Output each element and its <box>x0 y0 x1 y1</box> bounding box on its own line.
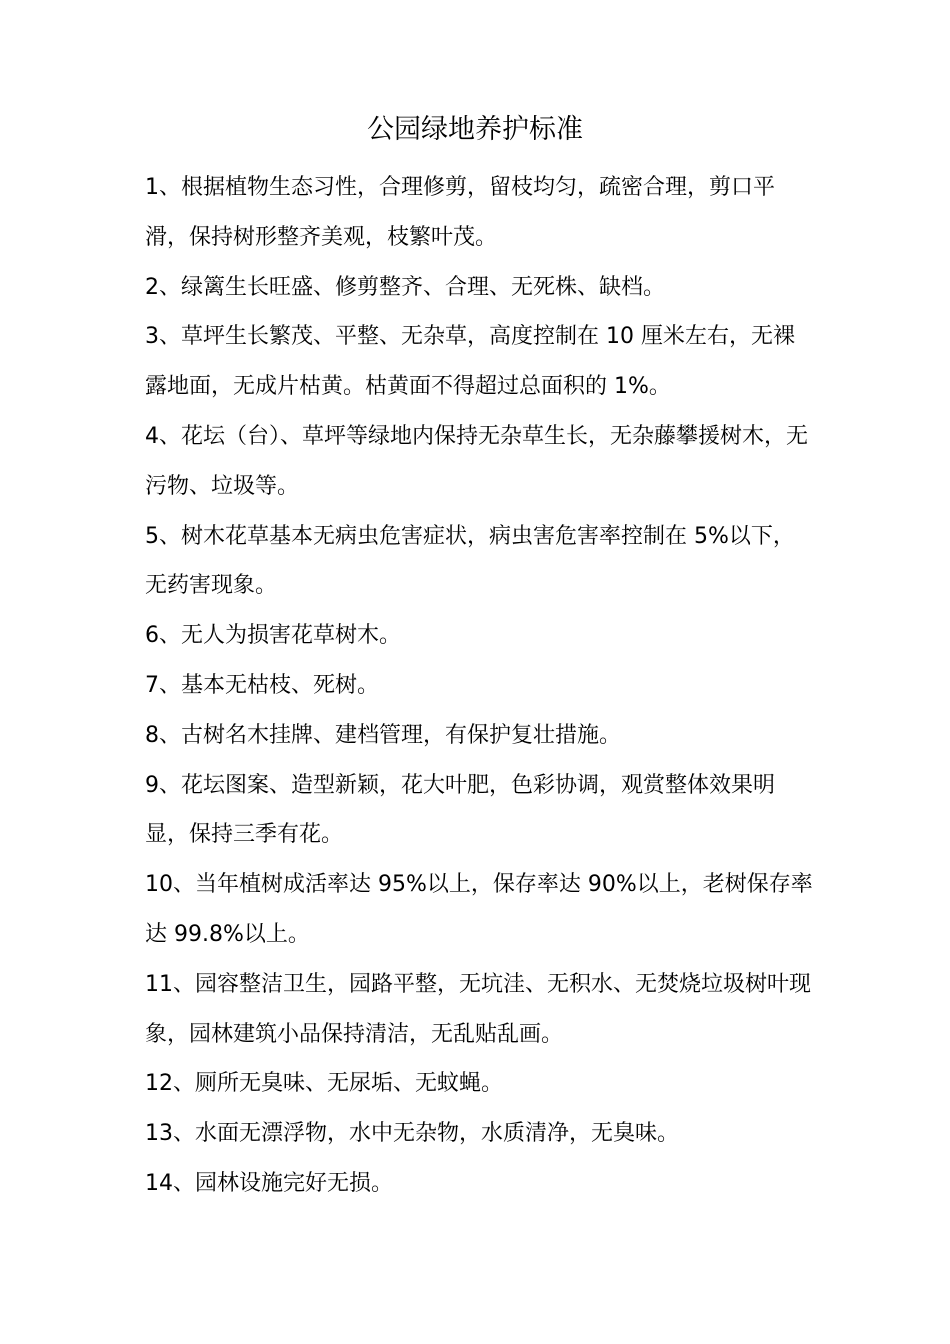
standard-item-5: 5、树木花草基本无病虫危害症状，病虫害危害率控制在 5%以下，无药害现象。 <box>145 523 795 599</box>
standard-item-2: 2、绿篱生长旺盛、修剪整齐、合理、无死株、缺档。 <box>145 274 665 300</box>
standards-list <box>145 163 815 1209</box>
standard-item-6: 6、无人为损害花草树木。 <box>145 623 401 649</box>
standard-item-1: 1、根据植物生态习性，合理修剪，留枝均匀，疏密合理，剪口平滑，保持树形整齐美观，枝繁叶茂。 <box>145 175 775 250</box>
standard-item-14: 14、园林设施完好无损。 <box>145 1170 393 1196</box>
standard-item-3: 3、草坪生长繁茂、平整、无杂草，高度控制在 10 厘米左右，无裸露地面，无成片枯黄。枯黄面不得超过总面积的 1%。 <box>145 324 795 400</box>
document-title: 公园绿地养护标准 <box>367 114 583 145</box>
standard-item-9: 9、花坛图案、造型新颖，花大叶肥，色彩协调，观赏整体效果明显，保持三季有花。 <box>145 772 775 848</box>
standard-item-11: 11、园容整洁卫生，园路平整，无坑洼、无积水、无焚烧垃圾树叶现象，园林建筑小品保持清洁，无乱贴乱画。 <box>145 971 811 1047</box>
standard-item-12: 12、厕所无臭味、无尿垢、无蚊蝇。 <box>145 1071 503 1097</box>
standard-item-7: 7、基本无枯枝、死树。 <box>145 672 379 698</box>
standard-item-8: 8、古树名木挂牌、建档管理，有保护复壮措施。 <box>145 722 621 748</box>
standard-item-13: 13、水面无漂浮物，水中无杂物，水质清净，无臭味。 <box>145 1121 679 1147</box>
standard-item-10: 10、当年植树成活率达 95%以上，保存率达 90%以上，老树保存率达 99.8%以上。 <box>145 872 813 947</box>
standard-item-4: 4、花坛（台）、草坪等绿地内保持无杂草生长，无杂藤攀援树木，无污物、垃圾等。 <box>145 423 808 499</box>
